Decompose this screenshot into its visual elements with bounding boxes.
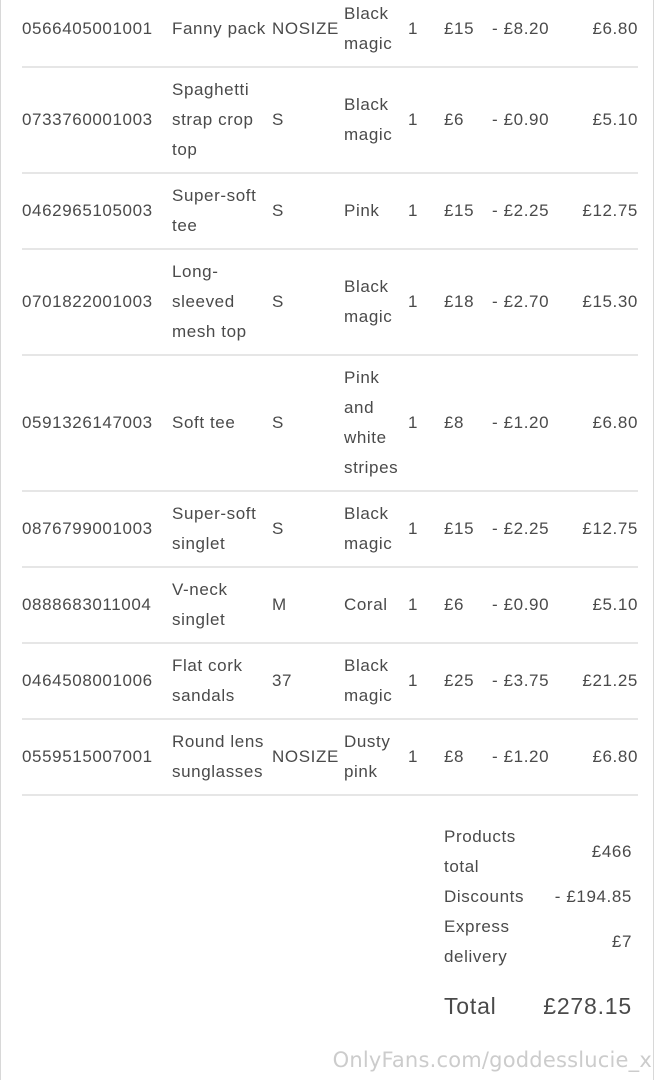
item-discount: - £2.25 xyxy=(492,519,550,538)
item-color: Black magic xyxy=(344,504,393,553)
item-size: NOSIZE xyxy=(272,747,339,766)
item-total: £5.10 xyxy=(592,595,638,614)
table-row xyxy=(22,567,638,643)
item-color: Dusty pink xyxy=(344,732,391,781)
item-discount: - £0.90 xyxy=(492,595,550,614)
item-discount: - £8.20 xyxy=(492,19,550,38)
item-color: Black magic xyxy=(344,656,393,705)
item-total: £15.30 xyxy=(582,292,638,311)
discounts-row xyxy=(444,882,632,912)
item-total: £6.80 xyxy=(592,19,638,38)
item-price: £6 xyxy=(444,595,465,614)
item-qty: 1 xyxy=(408,201,419,220)
table-row xyxy=(22,249,638,355)
order-items-table xyxy=(22,0,638,796)
item-id: 0591326147003 xyxy=(22,413,153,432)
delivery-label: Express delivery xyxy=(444,917,510,966)
discounts-value: - £194.85 xyxy=(554,887,632,906)
item-discount: - £2.70 xyxy=(492,292,550,311)
table-row xyxy=(22,0,638,67)
item-size: S xyxy=(272,201,284,220)
item-total: £6.80 xyxy=(592,747,638,766)
item-name: Soft tee xyxy=(172,413,236,432)
item-color: Coral xyxy=(344,595,388,614)
item-name: Super-soft singlet xyxy=(172,504,257,553)
item-price: £6 xyxy=(444,110,465,129)
item-size: S xyxy=(272,292,284,311)
table-row xyxy=(22,67,638,173)
item-id: 0462965105003 xyxy=(22,201,153,220)
item-discount: - £0.90 xyxy=(492,110,550,129)
item-size: NOSIZE xyxy=(272,19,339,38)
item-qty: 1 xyxy=(408,519,419,538)
order-summary xyxy=(444,822,632,972)
item-qty: 1 xyxy=(408,110,419,129)
table-row xyxy=(22,643,638,719)
item-size: S xyxy=(272,110,284,129)
order-total-row xyxy=(444,988,632,1024)
item-qty: 1 xyxy=(408,19,419,38)
item-name: Spaghetti strap crop top xyxy=(172,80,254,159)
item-price: £18 xyxy=(444,292,475,311)
item-total: £6.80 xyxy=(592,413,638,432)
item-qty: 1 xyxy=(408,595,419,614)
item-id: 0559515007001 xyxy=(22,747,153,766)
item-discount: - £2.25 xyxy=(492,201,550,220)
item-total: £21.25 xyxy=(582,671,638,690)
item-qty: 1 xyxy=(408,413,419,432)
item-id: 0566405001001 xyxy=(22,19,153,38)
table-row xyxy=(22,491,638,567)
item-id: 0733760001003 xyxy=(22,110,153,129)
item-total: £5.10 xyxy=(592,110,638,129)
products-total-row xyxy=(444,822,632,882)
delivery-value: £7 xyxy=(611,932,632,951)
item-color: Pink and white stripes xyxy=(344,368,399,477)
item-qty: 1 xyxy=(408,671,419,690)
item-name: Round lens sunglasses xyxy=(172,732,265,781)
item-qty: 1 xyxy=(408,747,419,766)
item-name: Flat cork sandals xyxy=(172,656,243,705)
item-total: £12.75 xyxy=(582,201,638,220)
products-total-label: Products total xyxy=(444,827,516,876)
item-price: £15 xyxy=(444,519,475,538)
order-total-value: £278.15 xyxy=(543,993,632,1019)
item-name: Super-soft tee xyxy=(172,186,257,235)
item-color: Pink xyxy=(344,201,380,220)
item-price: £15 xyxy=(444,19,475,38)
item-total: £12.75 xyxy=(582,519,638,538)
item-id: 0888683011004 xyxy=(22,595,152,614)
order-items-body xyxy=(22,0,638,795)
item-price: £15 xyxy=(444,201,475,220)
item-price: £8 xyxy=(444,413,465,432)
item-name: V-neck singlet xyxy=(172,580,228,629)
watermark-text: OnlyFans.com/goddesslucie_x xyxy=(332,1048,652,1072)
item-qty: 1 xyxy=(408,292,419,311)
item-size: S xyxy=(272,519,284,538)
item-discount: - £1.20 xyxy=(492,747,550,766)
item-size: M xyxy=(272,595,287,614)
table-row xyxy=(22,719,638,795)
item-color: Black magic xyxy=(344,4,393,53)
item-id: 0464508001006 xyxy=(22,671,153,690)
item-id: 0876799001003 xyxy=(22,519,153,538)
item-price: £25 xyxy=(444,671,475,690)
order-total-label: Total xyxy=(444,993,497,1019)
delivery-row xyxy=(444,912,632,972)
item-size: S xyxy=(272,413,284,432)
item-name: Fanny pack xyxy=(172,19,266,38)
item-price: £8 xyxy=(444,747,465,766)
item-color: Black magic xyxy=(344,277,393,326)
item-id: 0701822001003 xyxy=(22,292,153,311)
products-total-value: £466 xyxy=(591,842,632,861)
item-color: Black magic xyxy=(344,95,393,144)
table-row xyxy=(22,173,638,249)
table-row xyxy=(22,355,638,491)
item-size: 37 xyxy=(272,671,293,690)
item-discount: - £3.75 xyxy=(492,671,550,690)
item-name: Long-sleeved mesh top xyxy=(172,262,247,341)
discounts-label: Discounts xyxy=(444,887,525,906)
item-discount: - £1.20 xyxy=(492,413,550,432)
